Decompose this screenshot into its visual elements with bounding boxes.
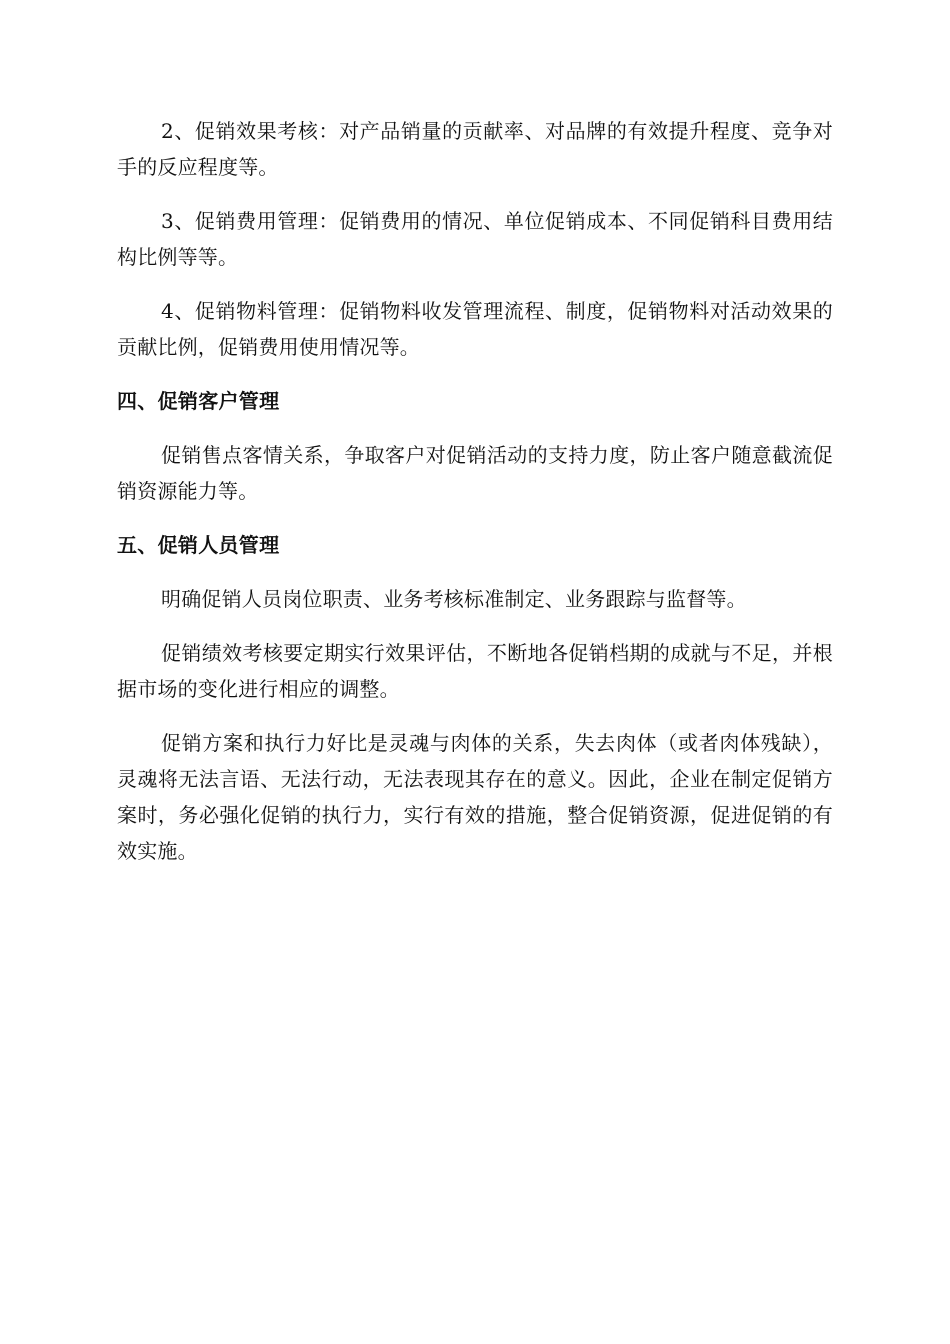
section-heading-customer-management: 四、促销客户管理 (117, 389, 280, 413)
paragraph-promotion-material-management: 4、促销物料管理：促销物料收发管理流程、制度，促销物料对活动效果的贡献比例，促销费用使用情况等。 (117, 299, 833, 359)
paragraph-conclusion: 促销方案和执行力好比是灵魂与肉体的关系，失去肉体（或者肉体残缺），灵魂将无法言语、无法行动，无法表现其存在的意义。因此，企业在制定促销方案时，务必强化促销的执行力，实行有效的措施，整合促销资源，促进促销的有效实施。 (117, 731, 833, 863)
paragraph-promotion-effect-assessment: 2、促销效果考核：对产品销量的贡献率、对品牌的有效提升程度、竞争对手的反应程度等。 (117, 119, 833, 179)
paragraph-performance-assessment: 促销绩效考核要定期实行效果评估，不断地各促销档期的成就与不足，并根据市场的变化进行相应的调整。 (117, 641, 833, 701)
paragraph-staff-responsibilities: 明确促销人员岗位职责、业务考核标准制定、业务跟踪与监督等。 (161, 587, 747, 611)
document-body (117, 113, 833, 887)
paragraph-promotion-cost-management: 3、促销费用管理：促销费用的情况、单位促销成本、不同促销科目费用结构比例等等。 (117, 209, 833, 269)
section-heading-staff-management: 五、促销人员管理 (117, 533, 280, 557)
paragraph-customer-management: 促销售点客情关系，争取客户对促销活动的支持力度，防止客户随意截流促销资源能力等。 (117, 443, 833, 503)
